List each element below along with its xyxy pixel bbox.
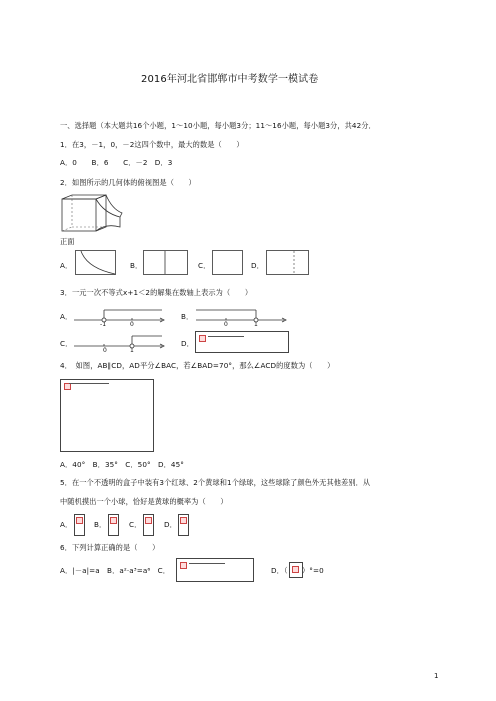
q5-option-c-image: [143, 514, 154, 536]
q5-option-a-image: [74, 514, 85, 536]
q3-option-d-image-placeholder: [195, 331, 289, 353]
q3-option-b-numberline: [196, 306, 288, 332]
q3-option-c-numberline: [74, 332, 166, 358]
q6-option-d: D．（: [271, 566, 288, 575]
q2-option-d: D．: [251, 261, 264, 270]
q3-option-b: B．: [181, 312, 194, 321]
q2-option-a: A．: [60, 261, 73, 270]
q3-b-tick-0: 0: [224, 321, 228, 328]
q3-option-c: C．: [60, 339, 73, 348]
q2-stem: 2．如图所示的几何体的俯视图是（ ）: [60, 178, 196, 187]
broken-image-icon: [64, 383, 71, 390]
q5-option-d: D．: [164, 520, 177, 529]
q3-option-d: D．: [181, 339, 194, 348]
broken-image-icon: [76, 517, 83, 524]
q3-option-a: A．: [60, 312, 73, 321]
q6-option-abc: A．|－a|=a B．a²·a³=a⁶ C．: [60, 566, 171, 575]
q3-stem: 3．一元一次不等式x+1＜2的解集在数轴上表示为（ ）: [60, 288, 253, 297]
broken-image-icon: [110, 517, 117, 524]
q2-solid-figure: [60, 193, 124, 239]
q3-option-a-numberline: [74, 306, 166, 332]
q2-option-d-figure: [266, 250, 310, 276]
image-caption-bar: [189, 563, 225, 564]
section-heading: 一、选择题（本大题共16个小题，1～10小题，每小题3分；11～16小题，每小题3分，共42分．: [60, 121, 376, 130]
image-caption-bar: [208, 336, 244, 337]
q2-option-b: B．: [130, 261, 143, 270]
q1-stem: 1．在3，－1，0，－2这四个数中，最大的数是（ ）: [60, 140, 244, 149]
q5-option-c: C．: [129, 520, 142, 529]
q2-option-b-figure: [143, 250, 189, 276]
q3-b-tick-1: 1: [254, 321, 258, 328]
broken-image-icon: [292, 566, 299, 573]
q3-a-tick-0: 0: [130, 321, 134, 328]
q1-options: A．0 B．6 C．－2 D．3: [60, 158, 173, 167]
q2-option-c: C．: [198, 261, 211, 270]
q4-options: A．40° B．35° C．50° D．45°: [60, 460, 184, 469]
page-title: 2016年河北省邯郸市中考数学一模试卷: [141, 74, 319, 85]
broken-image-icon: [199, 335, 206, 342]
q3-a-tick-neg1: -1: [100, 321, 107, 328]
q5-option-b-image: [108, 514, 119, 536]
q5-stem: 5．在一个不透明的盒子中装有3个红球、2个黄球和1个绿球，这些球除了颜色外无其他差别．从: [60, 478, 371, 487]
q5-option-b: B．: [94, 520, 107, 529]
q3-c-tick-0: 0: [103, 347, 107, 354]
q5-option-a: A．: [60, 520, 73, 529]
q6-option-d-image: [289, 562, 303, 578]
q2-option-c-figure: [212, 250, 244, 276]
broken-image-icon: [180, 562, 187, 569]
broken-image-icon: [145, 517, 152, 524]
q5-stem-cont: 中随机摸出一个小球，恰好是黄球的概率为（ ）: [60, 497, 228, 506]
image-caption-bar: [69, 383, 109, 384]
q6-option-c-image-placeholder: [176, 558, 254, 582]
q3-c-tick-1: 1: [130, 347, 134, 354]
q4-figure-placeholder: [60, 379, 154, 452]
page-number: 1: [434, 672, 439, 680]
q6-stem: 6．下列计算正确的是（ ）: [60, 543, 160, 552]
broken-image-icon: [180, 517, 187, 524]
q2-front-label: 正面: [60, 237, 75, 246]
q4-stem: 4． 如图，AB∥CD，AD平分∠BAC，若∠BAD=70°，那么∠ACD的度数为（ ）: [60, 361, 335, 370]
q2-option-a-figure: [75, 250, 117, 276]
q5-option-d-image: [178, 514, 189, 536]
q6-option-d-tail: ）°=0: [302, 566, 324, 575]
